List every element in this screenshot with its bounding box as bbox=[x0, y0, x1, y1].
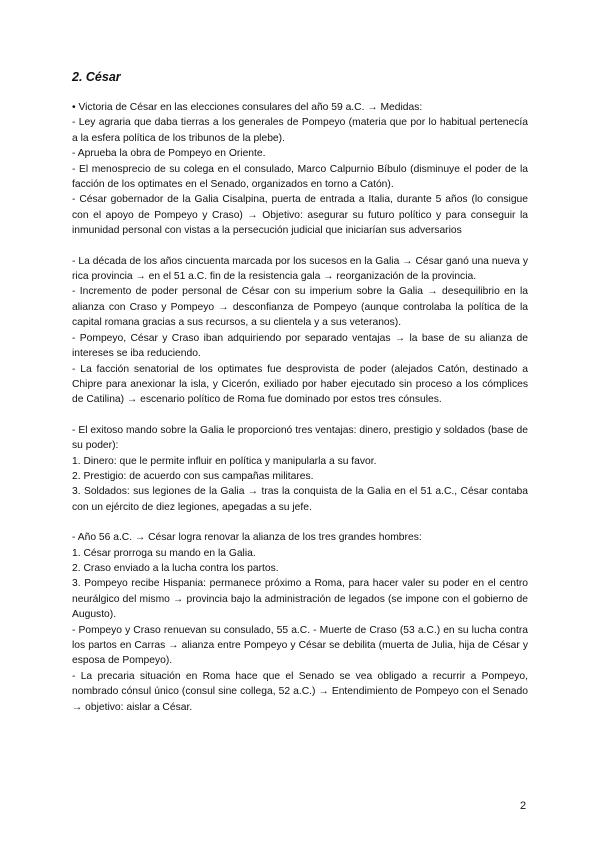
list-item: 3. Pompeyo recibe Hispania: permanece próximo a Roma, para hacer valer su poder en el centro neurálgico del mismo → provincia bajo la administración de legados (se impone con el gobierno de Augusto). bbox=[72, 578, 528, 621]
paragraph: - La década de los años cincuenta marcada por los sucesos en la Galia → César ganó una nueva y rica provincia → en el 51 a.C. fin de la resistencia gala → reorganización de la provincia. bbox=[72, 255, 528, 283]
document-page bbox=[72, 70, 528, 715]
section-year-56 bbox=[72, 530, 528, 715]
section-election bbox=[72, 100, 528, 239]
paragraph: - La facción senatorial de los optimates fue desprovista de poder (alejados Catón, destinado a Chipre para anexionar la isla, y Cicerón, exiliado por haber ejecutado sin proceso a los cómplices de Catilina) → escenario político de Roma fue dominado por estos tres cónsules. bbox=[72, 363, 528, 406]
paragraph: - Pompeyo, César y Craso iban adquiriendo por separado ventajas → la base de su alianza de intereses se iba reduciendo. bbox=[72, 332, 528, 360]
paragraph: - La precaria situación en Roma hace que el Senado se vea obligado a recurrir a Pompeyo, nombrado cónsul único (consul sine collega, 52 a.C.) → Entendimiento de Pompeyo con el Senado → objetivo: aislar a César. bbox=[72, 670, 528, 713]
paragraph: - Pompeyo y Craso renuevan su consulado, 55 a.C. - Muerte de Craso (53 a.C.) en su lucha contra los partos en Carras → alianza entre Pompeyo y César se debilita (muerta de Julia, hija de César y esposa de Pompeyo). bbox=[72, 624, 528, 667]
paragraph: - Año 56 a.C. → César logra renovar la alianza de los tres grandes hombres: bbox=[72, 532, 422, 544]
list-item: 2. Prestigio: de acuerdo con sus campañas militares. bbox=[72, 470, 314, 482]
page-number: 2 bbox=[520, 800, 527, 812]
paragraph: - César gobernador de la Galia Cisalpina, puerta de entrada a Italia, durante 5 años (lo consigue con el apoyo de Pompeyo y Craso) → Objetivo: asegurar su futuro político y para conseguir la inmunidad personal con vistas a la persecución judicial que iniciarían sus adversarios bbox=[72, 194, 528, 237]
section-heading: 2. César bbox=[72, 70, 121, 84]
paragraph: - Aprueba la obra de Pompeyo en Oriente. bbox=[72, 148, 266, 160]
list-item: 3. Soldados: sus legiones de la Galia → tras la conquista de la Galia en el 51 a.C., César contaba con un ejército de diez legiones, apegadas a su jefe. bbox=[72, 486, 528, 513]
paragraph: - Ley agraria que daba tierras a los generales de Pompeyo (materia que por lo habitual pertenecía a la esfera política de los tribunos de la plebe). bbox=[72, 117, 528, 144]
paragraph: - El exitoso mando sobre la Galia le proporcionó tres ventajas: dinero, prestigio y soldados (base de su poder): bbox=[72, 424, 528, 452]
paragraph: - Incremento de poder personal de César con su imperium sobre la Galia → desequilibrio en la alianza con Craso y Pompeyo → desconfianza de Pompeyo (aunque controlaba la política de la capital romana gracias a sus recursos, a su clientela y a sus veteranos). bbox=[72, 286, 528, 329]
section-advantages bbox=[72, 423, 528, 515]
list-item: 1. Dinero: que le permite influir en política y manipularla a su favor. bbox=[72, 455, 377, 467]
list-item: 2. Craso enviado a la lucha contra los partos. bbox=[72, 562, 279, 574]
section-gaul-decade bbox=[72, 254, 528, 408]
paragraph: • Victoria de César en las elecciones consulares del año 59 a.C. → Medidas: bbox=[72, 102, 423, 113]
list-item: 1. César prorroga su mando en la Galia. bbox=[72, 547, 256, 559]
paragraph: - El menosprecio de su colega en el consulado, Marco Calpurnio Bíbulo (disminuye el poder de la facción de los optimates en el Senado, organizados en torno a Catón). bbox=[72, 163, 528, 191]
